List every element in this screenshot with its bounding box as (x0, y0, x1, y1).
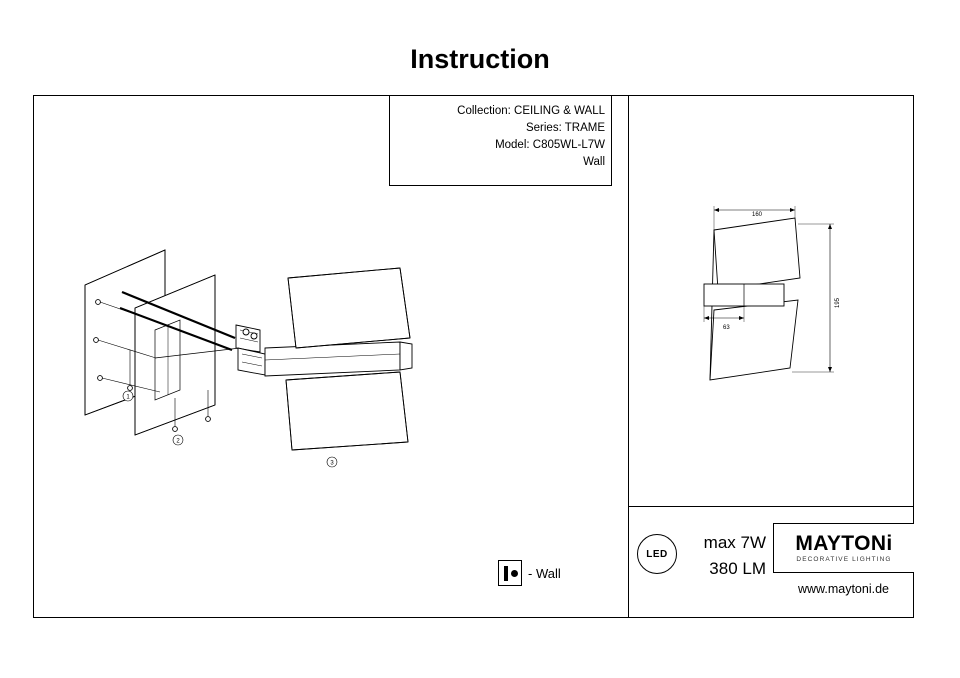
horizontal-divider (628, 506, 914, 507)
brand-name: MAYTONi (795, 532, 893, 555)
luminous-flux-value: 380 LM (709, 559, 766, 578)
brand-logo (773, 523, 914, 573)
page-title: Instruction (410, 44, 550, 74)
svg-text:3: 3 (330, 460, 334, 467)
led-badge: LED (637, 534, 677, 574)
info-mount: Wall (583, 156, 605, 168)
svg-text:2: 2 (176, 438, 180, 445)
legend (498, 560, 561, 586)
dimension-drawing (690, 200, 950, 430)
vertical-divider (628, 95, 629, 618)
info-model: Model: C805WL-L7W (495, 139, 605, 151)
dim-width-label: 160 (752, 212, 763, 218)
product-info-box (389, 95, 612, 186)
dim-depth-label: 63 (723, 325, 730, 331)
info-collection: Collection: CEILING & WALL (457, 105, 605, 117)
brand-tagline: DECORATIVE LIGHTING (796, 556, 892, 563)
assembly-illustration (60, 230, 480, 610)
dim-height-label: 195 (835, 297, 842, 309)
power-specs (676, 530, 766, 582)
brand-website: www.maytoni.de (797, 582, 889, 596)
legend-label: - Wall (528, 565, 561, 581)
power-value: max 7W (703, 533, 766, 552)
info-series: Series: TRAME (525, 122, 605, 134)
wall-mount-icon (498, 560, 522, 586)
svg-text:1: 1 (126, 394, 130, 401)
